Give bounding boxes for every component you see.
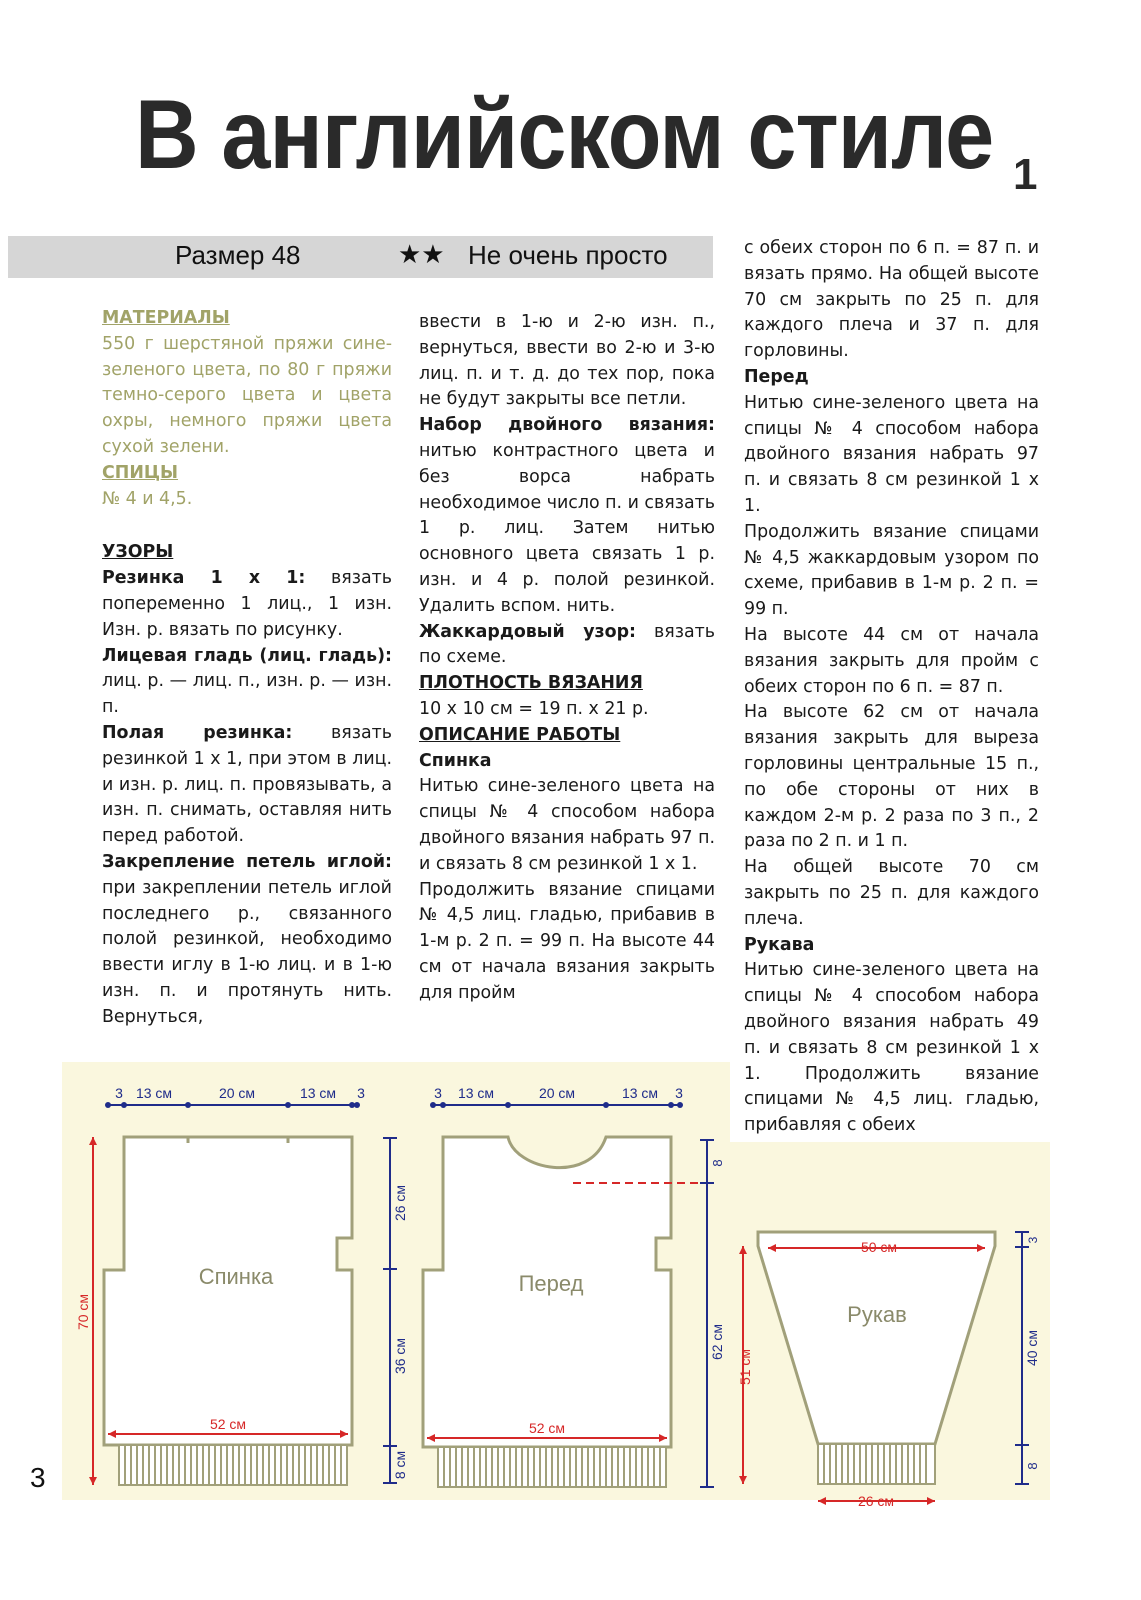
sleeve-left: 51 см: [737, 1348, 753, 1386]
back-rib: 8 см: [392, 1450, 408, 1480]
needles-text: № 4 и 4,5.: [102, 488, 193, 509]
sleeve-top: 50 см: [860, 1239, 898, 1255]
front-heading: Перед: [744, 366, 809, 387]
back-dim-2: 13 см: [135, 1085, 173, 1101]
sleeve-right-top: 3: [1026, 1236, 1040, 1244]
back-dim-3: 20 см: [218, 1085, 256, 1101]
front-text-2: Продолжить вязание спицами № 4,5 жаккардовым узором по схеме, прибавив в 1-м р. 2 п. = 99 п.: [744, 521, 1039, 620]
density-text: 10 х 10 см = 19 п. х 21 р.: [419, 698, 649, 719]
front-dim-5: 3: [675, 1085, 683, 1101]
back-label: Спинка: [198, 1264, 274, 1289]
back-height: 70 см: [75, 1293, 91, 1331]
back-dim-4: 13 см: [299, 1085, 337, 1101]
materials-text: 550 г шерстяной пряжи сине-зеленого цвета, по 80 г пряжи темно-серого цвета и цвета охры, немного пряжи цвета сухой зелени.: [102, 333, 392, 457]
back-width: 52 см: [209, 1416, 247, 1432]
pattern-rib: Резинка 1 х 1: вязать попеременно 1 лиц., 1 изн. Изн. р. вязать по рисунку.: [102, 568, 393, 640]
front-dim-3: 20 см: [538, 1085, 576, 1101]
back-text-cont: с обеих сторон по 6 п. = 87 п. и вязать прямо. На общей высоте 70 см закрыть по 25 п. для каждого плеча и 37 п. для горловины.: [744, 238, 1039, 362]
page-number: 3: [30, 1462, 46, 1493]
back-text-2: Продолжить вязание спицами № 4,5 лиц. гладью, прибавив в 1-м р. 2 п. = 99 п. На высоте 44 см от начала вязания закрыть для пройм: [419, 879, 715, 1003]
front-dim-4: 13 см: [621, 1085, 659, 1101]
back-dim-5: 3: [357, 1085, 365, 1101]
front-dim-1: 3: [434, 1085, 442, 1101]
back-upper: 26 см: [392, 1184, 408, 1222]
sleeve-heading: Рукава: [744, 934, 815, 955]
sleeve-right-bottom: 8: [1025, 1462, 1040, 1470]
page-title: В английском стиле: [135, 79, 994, 189]
description-heading: ОПИСАНИЕ РАБОТЫ: [419, 724, 621, 745]
pattern-bind-off: Закрепление петель иглой: при закреплении петель иглой последнего р., связанного полой резинкой, необходимо ввести иглу в 1-ю лиц. и в 1-ю изн. п. и протянуть нить. Вернуться,: [102, 851, 392, 1027]
patterns-heading: УЗОРЫ: [102, 542, 174, 563]
pattern-hollow-rib: Полая резинка: вязать резинкой 1 х 1, при этом в лиц. и изн. р. лиц. п. провязывать, а изн. п. снимать, оставляя нить перед работой.: [102, 722, 392, 847]
front-width: 52 см: [528, 1420, 566, 1436]
back-dim-1: 3: [115, 1085, 123, 1101]
front-text-5: На общей высоте 70 см закрыть по 25 п. для каждого плеча.: [744, 857, 1039, 929]
sleeve-right-mid: 40 см: [1024, 1329, 1040, 1367]
front-text-1: Нитью сине-зеленого цвета на спицы № 4 способом набора двойного вязания набрать 97 п. и связать 8 см резинкой 1 х 1.: [744, 392, 1039, 516]
jacquard-text: Жаккардовый узор: вязать по схеме.: [419, 621, 715, 668]
back-text-1: Нитью сине-зеленого цвета на спицы № 4 способом набора двойного вязания набрать 97 п. и связать 8 см резинкой 1 х 1.: [419, 776, 715, 874]
pattern-stockinette: Лицевая гладь (лиц. гладь): лиц. р. — лиц. п., изн. р. — изн. п.: [102, 645, 392, 718]
front-label: Перед: [518, 1271, 584, 1296]
front-text-3: На высоте 44 см от начала вязания закрыть для пройм с обеих сторон по 6 п. = 87 п.: [744, 624, 1039, 697]
sleeve-bottom: 26 см: [857, 1493, 895, 1509]
sleeve-label: Рукав: [847, 1302, 907, 1327]
needles-heading: СПИЦЫ: [102, 462, 179, 483]
front-dim-2: 13 см: [457, 1085, 495, 1101]
front-height: 62 см: [709, 1323, 725, 1361]
cast-on-text: Набор двойного вязания: нитью контрастного цвета и без ворса набрать необходимое число п. и связать 1 р. лиц. Затем нитью основного цвета связать 1 р. изн. и 4 р. полой резинкой. Удалить вспом. нить.: [419, 415, 715, 616]
materials-heading: МАТЕРИАЛЫ: [102, 308, 230, 328]
density-heading: ПЛОТНОСТЬ ВЯЗАНИЯ: [419, 673, 643, 694]
difficulty-label: Не очень просто: [468, 240, 668, 270]
front-neck: 8: [710, 1159, 725, 1167]
front-text-4: На высоте 62 см от начала вязания закрыть для выреза горловины центральные 15 п., по обе стороны от них в каждом 2-м р. 2 раза по 3 п., 2 раза по 2 п. и 1 п.: [744, 702, 1039, 852]
back-heading: Спинка: [419, 750, 492, 771]
back-mid: 36 см: [392, 1337, 408, 1375]
difficulty-stars-icon: ★★: [398, 240, 445, 270]
issue-number: 1: [1013, 150, 1038, 199]
bind-off-cont: ввести в 1-ю и 2-ю изн. п., вернуться, ввести во 2-ю и 3-ю лиц. п. и т. д. до тех пор, пока не будут закрыты все петли.: [419, 312, 715, 410]
size-label: Размер 48: [175, 240, 301, 270]
sleeve-text-1: Нитью сине-зеленого цвета на спицы № 4 способом набора двойного вязания набрать 49 п. и связать 8 см резинкой 1 х 1. Продолжить вязание спицами № 4,5 лиц. гладью, прибавляя с обеих: [744, 960, 1039, 1136]
